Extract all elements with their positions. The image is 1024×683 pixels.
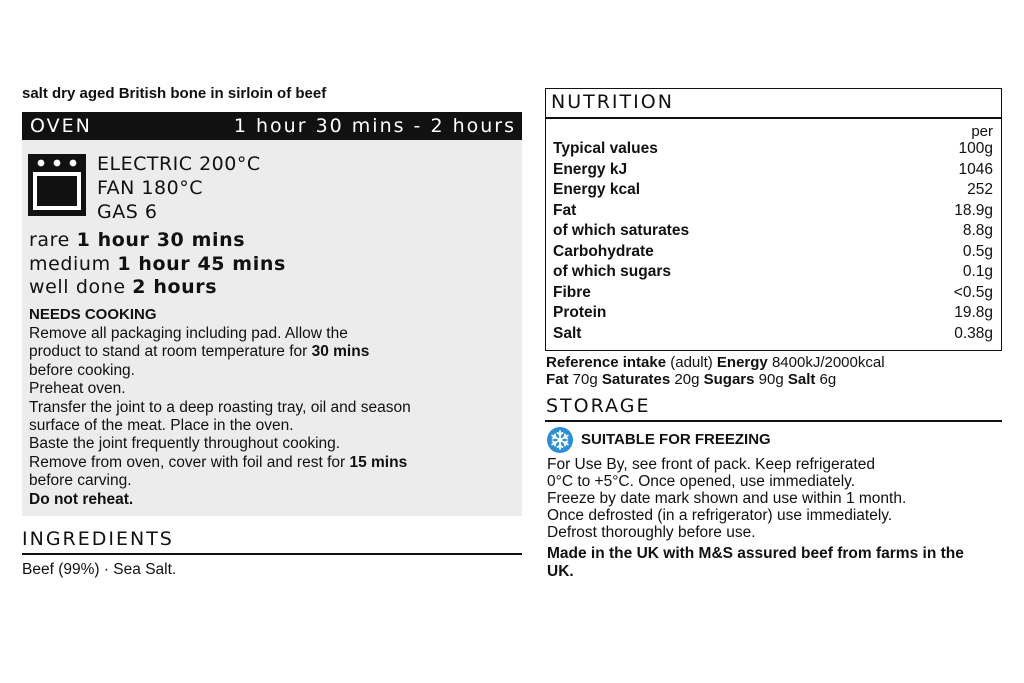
storage-instructions: [547, 456, 997, 541]
nutrition-divider: [545, 117, 1002, 119]
ingredients-heading: INGREDIENTS: [22, 528, 174, 550]
cooking-instructions: [29, 325, 519, 509]
instruction-warning: Do not reheat.: [29, 490, 134, 508]
storage-heading: STORAGE: [546, 395, 651, 417]
storage-line: Once defrosted (in a refrigerator) use immediately.: [547, 507, 893, 524]
freezing-label: SUITABLE FOR FREEZING: [581, 431, 771, 448]
oven-temperatures: [97, 152, 261, 224]
nutrition-row: Protein 19.8g: [553, 304, 993, 321]
instruction-step: Transfer the joint to a deep roasting tray, oil and season surface of the meat. Place in the oven.: [29, 398, 411, 435]
timing-well-done: well done 2 hours: [29, 276, 218, 298]
per-label: per: [971, 123, 993, 140]
oven-duration: 1 hour 30 mins - 2 hours: [233, 115, 516, 137]
needs-cooking-label: NEEDS COOKING: [29, 306, 157, 323]
oven-icon: [28, 154, 86, 216]
nutrition-row: Fibre <0.5g: [553, 283, 993, 301]
timing-medium: medium 1 hour 45 mins: [29, 252, 286, 275]
storage-line: Freeze by date mark shown and use within 1 month.: [547, 490, 907, 507]
ingredients-text: Beef (99%) · Sea Salt.: [22, 561, 177, 578]
nutrition-rows: [553, 139, 993, 344]
oven-header-bar: [22, 112, 522, 140]
oven-label: OVEN: [30, 115, 92, 137]
instruction-step: Remove all packaging including pad. Allow the product to stand at room temperature for 30 mins before cooking.: [29, 325, 370, 379]
instruction-step: Remove from oven, cover with foil and rest for 15 mins before carving.: [29, 453, 408, 490]
instruction-step: Preheat oven.: [29, 380, 126, 398]
nutrition-row: of which saturates 8.8g: [553, 222, 993, 239]
nutrition-row: Carbohydrate 0.5g: [553, 242, 993, 260]
nutrition-row: Typical values 100g: [553, 140, 993, 157]
nutrition-row: of which sugars 0.1g: [553, 263, 993, 280]
nutrition-heading: NUTRITION: [551, 91, 674, 113]
origin-statement: Made in the UK with M&S assured beef from farms in the UK.: [547, 545, 964, 580]
temp-fan: FAN 180°C: [97, 177, 203, 199]
instruction-step: Baste the joint frequently throughout cooking.: [29, 435, 341, 453]
storage-divider: [545, 420, 1002, 422]
product-title: salt dry aged British bone in sirloin of beef: [22, 85, 327, 102]
cooking-timings: [29, 229, 286, 300]
nutrition-row: Energy kJ 1046: [553, 160, 993, 178]
temp-gas: GAS 6: [97, 201, 158, 223]
ingredients-divider: [22, 553, 522, 555]
nutrition-row: Salt 0.38g: [553, 324, 993, 342]
storage-line: Defrost thoroughly before use.: [547, 524, 756, 541]
nutrition-row: Fat 18.9g: [553, 201, 993, 219]
reference-intake: Reference intake (adult) Energy 8400kJ/2000kcal Fat 70g Saturates 20g Sugars 90g Salt 6g: [546, 354, 885, 388]
snowflake-icon: [547, 427, 573, 453]
nutrition-row: Energy kcal 252: [553, 181, 993, 198]
timing-rare: rare 1 hour 30 mins: [29, 229, 246, 251]
storage-line: For Use By, see front of pack. Keep refrigerated 0°C to +5°C. Once opened, use immediately.: [547, 456, 875, 490]
temp-electric: ELECTRIC 200°C: [97, 153, 261, 175]
